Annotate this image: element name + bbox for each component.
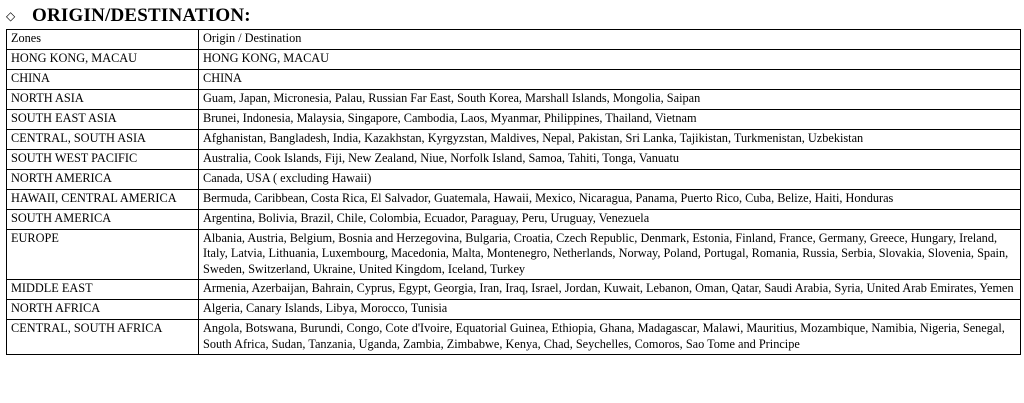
table-row xyxy=(7,210,1021,230)
zone-cell: CENTRAL, SOUTH ASIA xyxy=(7,130,199,150)
table-row xyxy=(7,300,1021,320)
destination-cell: Armenia, Azerbaijan, Bahrain, Cyprus, Egypt, Georgia, Iran, Iraq, Israel, Jordan, Kuwait, Lebanon, Oman, Qatar, Saudi Arabia, Syria, United Arab Emirates, Yemen xyxy=(199,280,1021,300)
zone-cell: HONG KONG, MACAU xyxy=(7,50,199,70)
destination-cell: Canada, USA ( excluding Hawaii) xyxy=(199,170,1021,190)
table-row xyxy=(7,170,1021,190)
destination-cell: Argentina, Bolivia, Brazil, Chile, Colombia, Ecuador, Paraguay, Peru, Uruguay, Venezuela xyxy=(199,210,1021,230)
table-row xyxy=(7,190,1021,210)
table-row xyxy=(7,50,1021,70)
destination-cell: CHINA xyxy=(199,70,1021,90)
destination-cell: Guam, Japan, Micronesia, Palau, Russian Far East, South Korea, Marshall Islands, Mongolia, Saipan xyxy=(199,90,1021,110)
zone-cell: NORTH ASIA xyxy=(7,90,199,110)
zone-cell: NORTH AMERICA xyxy=(7,170,199,190)
section-heading xyxy=(6,5,251,27)
destination-cell: Brunei, Indonesia, Malaysia, Singapore, Cambodia, Laos, Myanmar, Philippines, Thailand, Vietnam xyxy=(199,110,1021,130)
table-row xyxy=(7,70,1021,90)
origin-destination-table xyxy=(6,29,1021,355)
column-header-zones: Zones xyxy=(7,30,199,50)
destination-cell: Albania, Austria, Belgium, Bosnia and Herzegovina, Bulgaria, Croatia, Czech Republic, Denmark, Estonia, Finland, France, Germany, Greece, Hungary, Ireland, Italy, Latvia, Lithuania, Luxembourg, Macedonia, Malta, Montenegro, Netherlands, Norway, Poland, Portugal, Romania, Russia, Serbia, Slovakia, Slovenia, Spain, Sweden, Switzerland, Ukraine, United Kingdom, Iceland, Turkey xyxy=(199,230,1021,280)
diamond-bullet-icon: ◇ xyxy=(6,9,16,23)
destination-cell: Afghanistan, Bangladesh, India, Kazakhstan, Kyrgyzstan, Maldives, Nepal, Pakistan, Sri Lanka, Tajikistan, Turkmenistan, Uzbekistan xyxy=(199,130,1021,150)
table-row xyxy=(7,110,1021,130)
zone-cell: CENTRAL, SOUTH AFRICA xyxy=(7,320,199,355)
zone-cell: SOUTH AMERICA xyxy=(7,210,199,230)
zone-cell: NORTH AFRICA xyxy=(7,300,199,320)
zone-cell: SOUTH EAST ASIA xyxy=(7,110,199,130)
destination-cell: Australia, Cook Islands, Fiji, New Zealand, Niue, Norfolk Island, Samoa, Tahiti, Tonga, Vanuatu xyxy=(199,150,1021,170)
destination-cell: Angola, Botswana, Burundi, Congo, Cote d'Ivoire, Equatorial Guinea, Ethiopia, Ghana, Madagascar, Malawi, Mauritius, Mozambique, Namibia, Nigeria, Senegal, South Africa, Sudan, Tanzania, Uganda, Zambia, Zimbabwe, Kenya, Chad, Seychelles, Comoros, Sao Tome and Principe xyxy=(199,320,1021,355)
table-row xyxy=(7,150,1021,170)
table-header-row xyxy=(7,30,1021,50)
table-row xyxy=(7,90,1021,110)
table-row xyxy=(7,280,1021,300)
zone-cell: MIDDLE EAST xyxy=(7,280,199,300)
column-header-origin-destination: Origin / Destination xyxy=(199,30,1021,50)
destination-cell: Bermuda, Caribbean, Costa Rica, El Salvador, Guatemala, Hawaii, Mexico, Nicaragua, Panama, Puerto Rico, Cuba, Belize, Haiti, Honduras xyxy=(199,190,1021,210)
table-row xyxy=(7,320,1021,355)
destination-cell: Algeria, Canary Islands, Libya, Morocco, Tunisia xyxy=(199,300,1021,320)
table-row xyxy=(7,230,1021,280)
zone-cell: SOUTH WEST PACIFIC xyxy=(7,150,199,170)
table-row xyxy=(7,130,1021,150)
destination-cell: HONG KONG, MACAU xyxy=(199,50,1021,70)
zone-cell: EUROPE xyxy=(7,230,199,280)
section-title: ORIGIN/DESTINATION: xyxy=(32,5,251,26)
zone-cell: HAWAII, CENTRAL AMERICA xyxy=(7,190,199,210)
zone-cell: CHINA xyxy=(7,70,199,90)
